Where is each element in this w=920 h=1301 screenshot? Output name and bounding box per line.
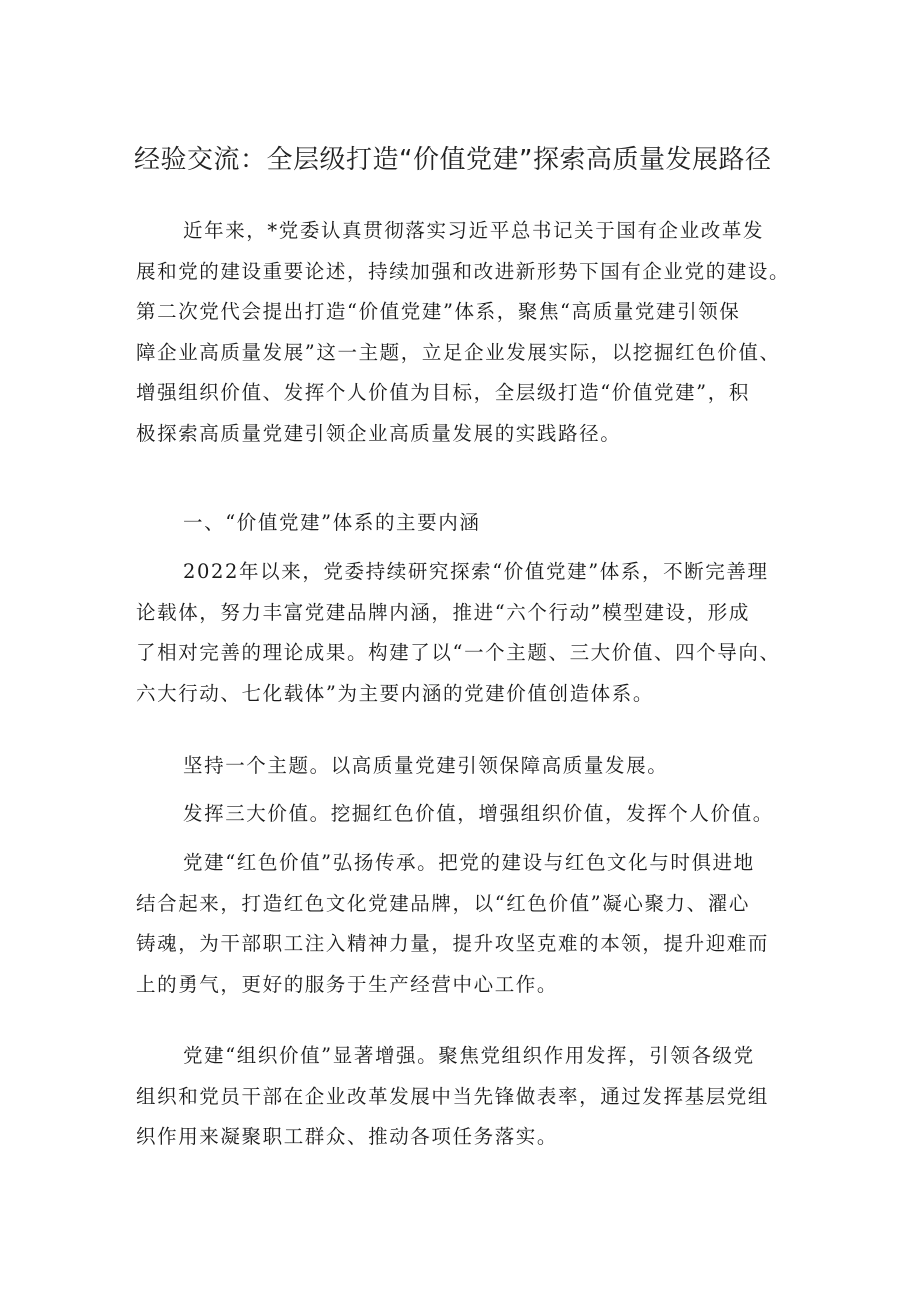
text-line: 结合起来，打造红色文化党建品牌，以“红色价值”凝心聚力、濯心	[136, 891, 750, 915]
text-line: 坚持一个主题。以高质量党建引领保障高质量发展。	[183, 754, 669, 777]
paragraph-red-value	[136, 843, 796, 1005]
text-line: 了相对完善的理论成果。构建了以“一个主题、三大价值、四个导向、	[136, 641, 781, 664]
text-line: 上的勇气，更好的服务于生产经营中心工作。	[136, 972, 559, 996]
text-line: 党建“红色价值”弘扬传承。把党的建设与红色文化与时俱进地	[183, 851, 755, 874]
section-heading	[136, 503, 796, 544]
paragraph-org-value	[136, 1036, 796, 1158]
text-line: 增强组织价值、发挥个人价值为目标，全层级打造“价值党建”，积	[136, 381, 750, 404]
paragraph-values	[136, 794, 796, 835]
text-line: 六大行动、七化载体”为主要内涵的党建价值创造体系。	[136, 681, 654, 705]
paragraph-system	[136, 552, 796, 714]
text-line: 近年来，*党委认真贯彻落实习近平总书记关于国有企业改革发	[183, 219, 765, 242]
text-line: 极探索高质量党建引领企业高质量发展的实践路径。	[136, 421, 622, 445]
paragraph-theme	[136, 746, 796, 787]
text-line: 障企业高质量发展”这一主题，立足企业发展实际，以挖掘红色价值、	[136, 340, 781, 364]
text-line: 织作用来凝聚职工群众、推动各项任务落实。	[136, 1125, 559, 1148]
text-line: 论载体，努力丰富党建品牌内涵，推进“六个行动”模型建设，形成	[136, 600, 750, 624]
section-heading-text: 一、“价值党建”体系的主要内涵	[183, 511, 481, 534]
document-title: 经验交流：全层级打造“价值党建”探索高质量发展路径	[134, 145, 772, 175]
text-line: 第二次党代会提出打造“价值党建”体系，聚焦“高质量党建引领保	[136, 300, 741, 323]
text-line: 发挥三大价值。挖掘红色价值，增强组织价值，发挥个人价值。	[183, 802, 774, 825]
text-line: 党建“组织价值”显著增强。聚焦党组织作用发挥，引领各级党	[183, 1044, 755, 1067]
text-line: 2022年以来，党委持续研究探索“价值党建”体系，不断完善理	[183, 560, 769, 583]
text-line: 组织和党员干部在企业改革发展中当先锋做表率，通过发挥基层党组	[136, 1084, 770, 1108]
paragraph-intro	[136, 211, 796, 454]
text-line: 展和党的建设重要论述，持续加强和改进新形势下国有企业党的建设。	[136, 259, 791, 283]
text-line: 铸魂，为干部职工注入精神力量，提升攻坚克难的本领，提升迎难而	[136, 932, 770, 955]
